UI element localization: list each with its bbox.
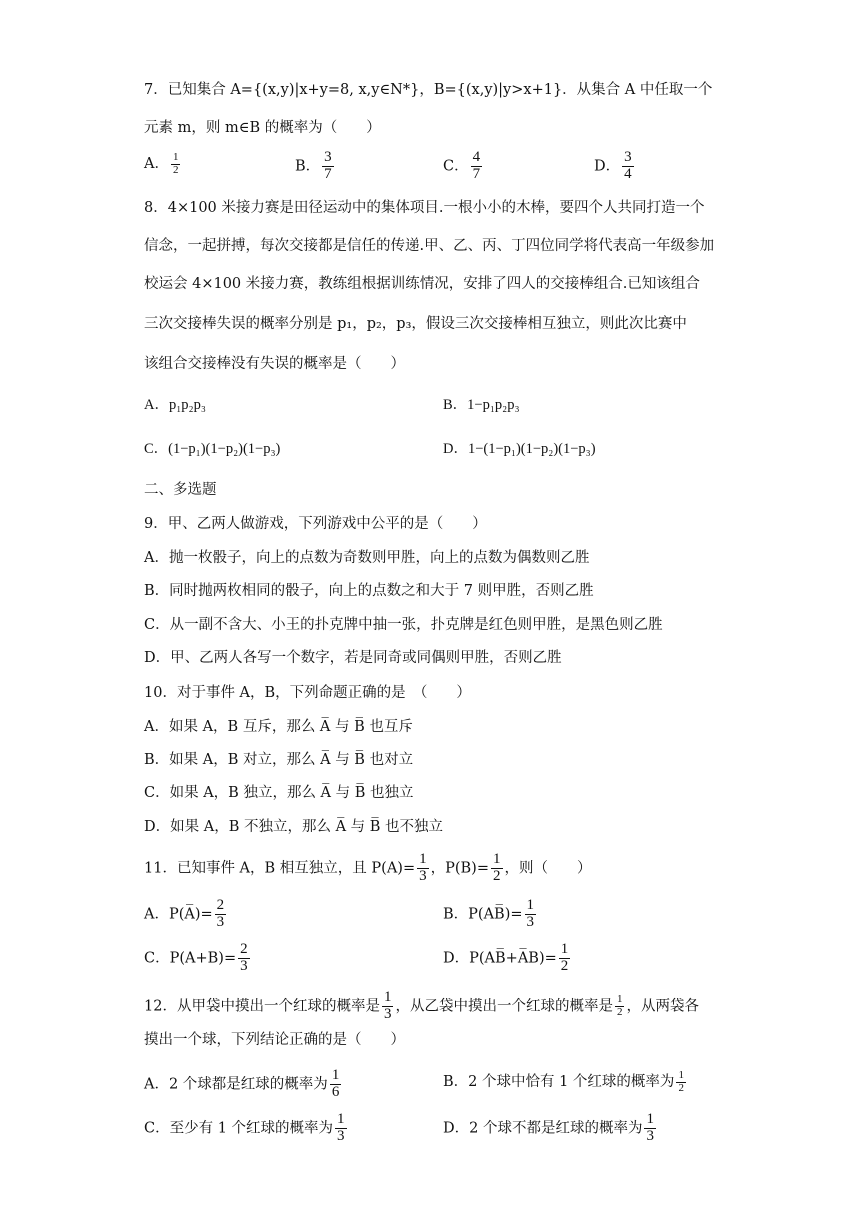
q10-stem: 10．对于事件 A，B，下列命题正确的是 （ ） <box>144 685 471 701</box>
q12-line2: 摸出一个球，下列结论正确的是（ ） <box>144 1032 405 1048</box>
q10-option-b: B．如果 A，B 对立，那么 A̅ 与 B̅ 也对立 <box>144 752 414 768</box>
q8-option-a: A．p₁p₂p₃ <box>144 397 206 413</box>
section-heading-multi-choice: 二、多选题 <box>144 482 217 498</box>
q7-option-c: C． $\frac{4}{7}$ <box>443 149 481 182</box>
q12-option-b: B．2 个球中恰有 1 个红球的概率为 $\frac{1}{2}$ <box>443 1069 684 1094</box>
q10-option-c: C．如果 A，B 独立，那么 A̅ 与 B̅ 也独立 <box>144 785 414 801</box>
q11-stem: 11．已知事件 A，B 相互独立，且 P(A)= $\frac{1}{3}$ ，P(B)= $\frac{1}{2}$ ，则（ ） <box>144 851 592 884</box>
q9-option-b: B．同时抛两枚相同的骰子，向上的点数之和大于 7 则甲胜，否则乙胜 <box>144 583 594 599</box>
q7-option-a: A． $\frac{1}{2}$ <box>144 151 179 176</box>
q9-stem: 9．甲、乙两人做游戏，下列游戏中公平的是（ ） <box>144 516 487 532</box>
q8-option-b: B．1−p₁p₂p₃ <box>443 397 520 413</box>
q8-line3: 校运会 4×100 米接力赛，教练组根据训练情况，安排了四人的交接棒组合.已知该组合 <box>144 276 700 292</box>
q7-line2: 元素 m，则 m∈B 的概率为（ ） <box>144 120 381 136</box>
q12-option-d: D．2 个球不都是红球的概率为 $\frac{1}{3}$ <box>443 1111 654 1144</box>
q12-option-a: A．2 个球都是红球的概率为 $\frac{1}{6}$ <box>144 1067 340 1100</box>
q7-option-d: D． $\frac{3}{4}$ <box>594 149 632 182</box>
q10-option-d: D．如果 A，B 不独立，那么 A̅ 与 B̅ 也不独立 <box>144 819 444 835</box>
q8-line1: 8．4×100 米接力赛是田径运动中的集体项目.一根小小的木棒，要四个人共同打造一个 <box>144 200 705 216</box>
q7-line1: 7．已知集合 A={(x,y)|x+y=8, x,y∈N*}，B={(x,y)|y>x+1}．从集合 A 中任取一个 <box>144 82 713 98</box>
q8-line5: 该组合交接棒没有失误的概率是（ ） <box>144 356 405 372</box>
q7-option-b: B． $\frac{3}{7}$ <box>295 149 332 182</box>
q8-line4: 三次交接棒失误的概率分别是 p₁，p₂，p₃，假设三次交接棒相互独立，则此次比赛中 <box>144 316 687 332</box>
q10-option-a: A．如果 A，B 互斥，那么 A̅ 与 B̅ 也互斥 <box>144 719 413 735</box>
q11-option-a: A．P(A̅)= $\frac{2}{3}$ <box>144 897 225 930</box>
q12-line1: 12．从甲袋中摸出一个红球的概率是 $\frac{1}{3}$ ，从乙袋中摸出一个红球的概率是 $\frac{1}{2}$ ，从两袋各 <box>144 989 699 1022</box>
q8-line2: 信念，一起拼搏，每次交接都是信任的传递.甲、乙、丙、丁四位同学将代表高一年级参加 <box>144 238 715 254</box>
q12-option-c: C．至少有 1 个红球的概率为 $\frac{1}{3}$ <box>144 1111 345 1144</box>
q9-option-a: A．抛一枚骰子，向上的点数为奇数则甲胜，向上的点数为偶数则乙胜 <box>144 550 590 566</box>
q8-option-d: D．1−(1−p₁)(1−p₂)(1−p₃) <box>443 441 596 457</box>
q11-option-b: B．P(AB̅)= $\frac{1}{3}$ <box>443 897 535 930</box>
q9-option-d: D．甲、乙两人各写一个数字，若是同奇或同偶则甲胜，否则乙胜 <box>144 650 562 666</box>
q11-option-c: C．P(A+B)= $\frac{2}{3}$ <box>144 941 248 974</box>
q8-option-c: C．(1−p₁)(1−p₂)(1−p₃) <box>144 441 281 457</box>
q9-option-c: C．从一副不含大、小王的扑克牌中抽一张，扑克牌是红色则甲胜，是黑色则乙胜 <box>144 617 663 633</box>
q11-option-d: D．P(AB̅+A̅B)= $\frac{1}{2}$ <box>443 941 569 974</box>
